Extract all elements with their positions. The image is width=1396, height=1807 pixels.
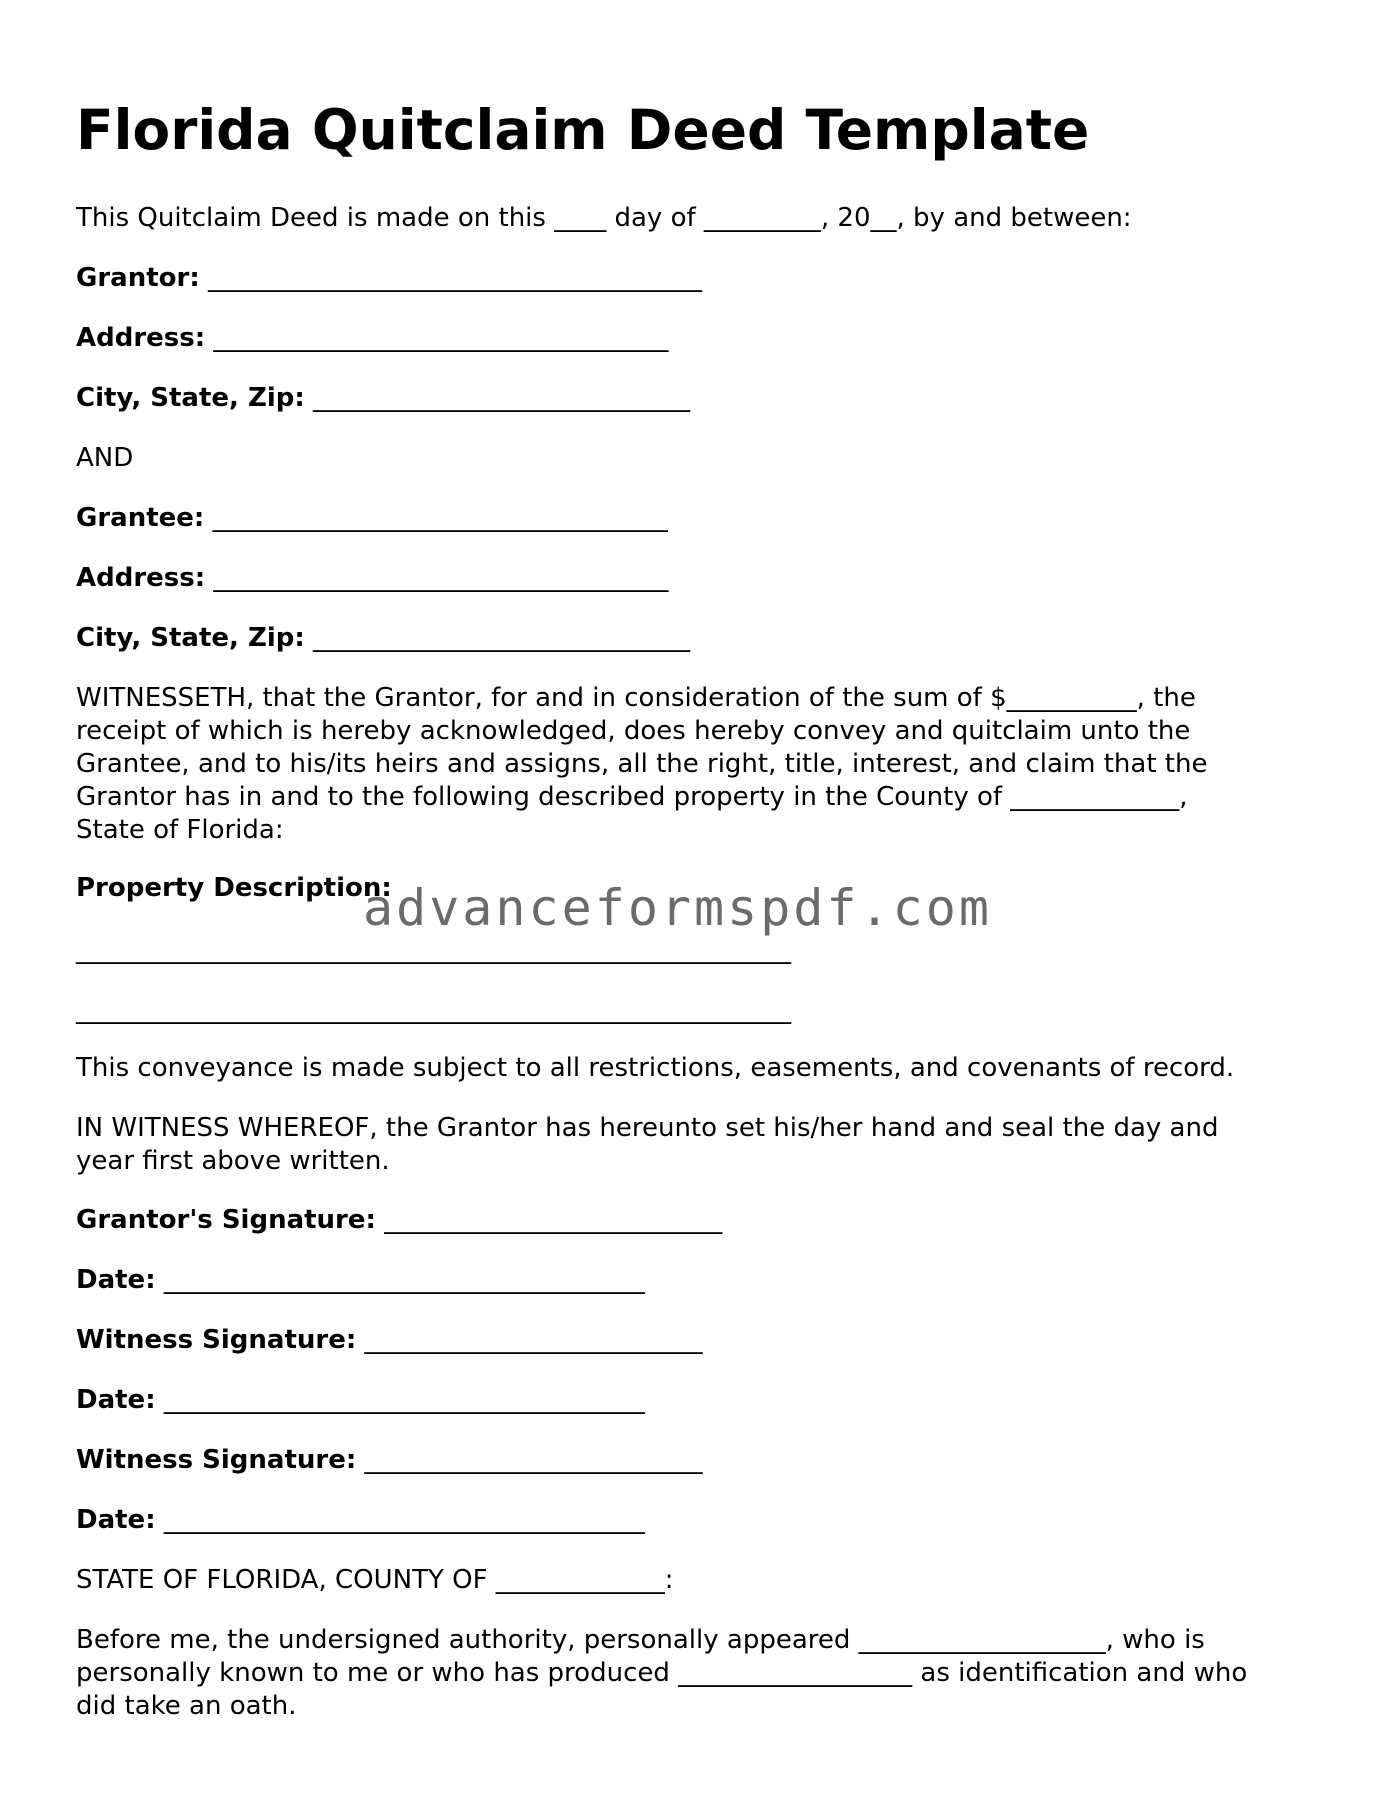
grantee-name-blank: ___________________________________ [212, 503, 668, 533]
watermark-text: advanceformspdf.com [363, 879, 992, 937]
conveyance-text: This conveyance is made subject to all restrictions, easements, and covenants of record. [76, 1053, 1235, 1083]
date-label-3: Date: [76, 1505, 156, 1535]
grantee-city-blank: _____________________________ [313, 623, 691, 653]
grantor-name-label: Grantor: [76, 263, 200, 293]
grantor-address-row [76, 322, 668, 355]
grantor-city-row [76, 382, 690, 415]
date-label-2: Date: [76, 1385, 156, 1415]
grantee-address-blank: ___________________________________ [213, 563, 669, 593]
in-witness-paragraph: IN WITNESS WHEREOF, the Grantor has hereunto set his/her hand and seal the day and year first above written. [76, 1113, 1219, 1176]
grantor-signature-row [76, 1204, 722, 1237]
witness-signature-row-1 [76, 1324, 703, 1357]
state-county-line: STATE OF FLORIDA, COUNTY OF _____________: [76, 1565, 674, 1595]
grantor-name-row [76, 262, 702, 295]
grantee-address-row [76, 562, 668, 595]
witness-signature-label-2: Witness Signature: [76, 1445, 357, 1475]
date-label-1: Date: [76, 1265, 156, 1295]
witness-signature-label-1: Witness Signature: [76, 1325, 357, 1355]
property-description-line-1: _______________________________________________________ [76, 935, 791, 965]
witnesseth-paragraph: WITNESSETH, that the Grantor, for and in consideration of the sum of $__________, the receipt of which is hereby acknowledged, does hereby convey and quitclaim unto the Grantee, and to his/its heirs and assigns, all the right, title, interest, and claim that the Grantor has in and to the following described property in the County of _____________, State of Florida: [76, 683, 1208, 845]
grantor-city-blank: _____________________________ [313, 383, 691, 413]
grantor-address-blank: ___________________________________ [213, 323, 669, 353]
grantor-signature-label: Grantor's Signature: [76, 1205, 376, 1235]
and-text: AND [76, 443, 134, 473]
property-description-label-text: Property Description: [76, 873, 392, 903]
date-row-3 [76, 1504, 645, 1537]
property-description-line-2: _______________________________________________________ [76, 995, 791, 1025]
grantee-name-label: Grantee: [76, 503, 205, 533]
date-blank-1: _____________________________________ [163, 1265, 645, 1295]
date-blank-2: _____________________________________ [163, 1385, 645, 1415]
date-blank-3: _____________________________________ [163, 1505, 645, 1535]
property-description-label [76, 872, 392, 905]
grantee-name-row [76, 502, 668, 535]
intro-text: This Quitclaim Deed is made on this ____ day of _________, 20__, by and between: [76, 203, 1132, 233]
date-row-2 [76, 1384, 645, 1417]
grantor-signature-blank: __________________________ [384, 1205, 723, 1235]
grantee-city-row [76, 622, 690, 655]
grantor-name-blank: ______________________________________ [208, 263, 702, 293]
witness-signature-blank-2: __________________________ [364, 1445, 703, 1475]
grantor-address-label: Address: [76, 323, 206, 353]
witness-signature-row-2 [76, 1444, 703, 1477]
grantee-city-label: City, State, Zip: [76, 623, 305, 653]
grantee-address-label: Address: [76, 563, 206, 593]
date-row-1 [76, 1264, 645, 1297]
notary-paragraph: Before me, the undersigned authority, personally appeared ___________________, who is personally known to me or who has produced __________________ as identification and who did take an oath. [76, 1625, 1248, 1721]
document-title: Florida Quitclaim Deed Template [76, 98, 1090, 162]
witness-signature-blank-1: __________________________ [364, 1325, 703, 1355]
grantor-city-label: City, State, Zip: [76, 383, 305, 413]
